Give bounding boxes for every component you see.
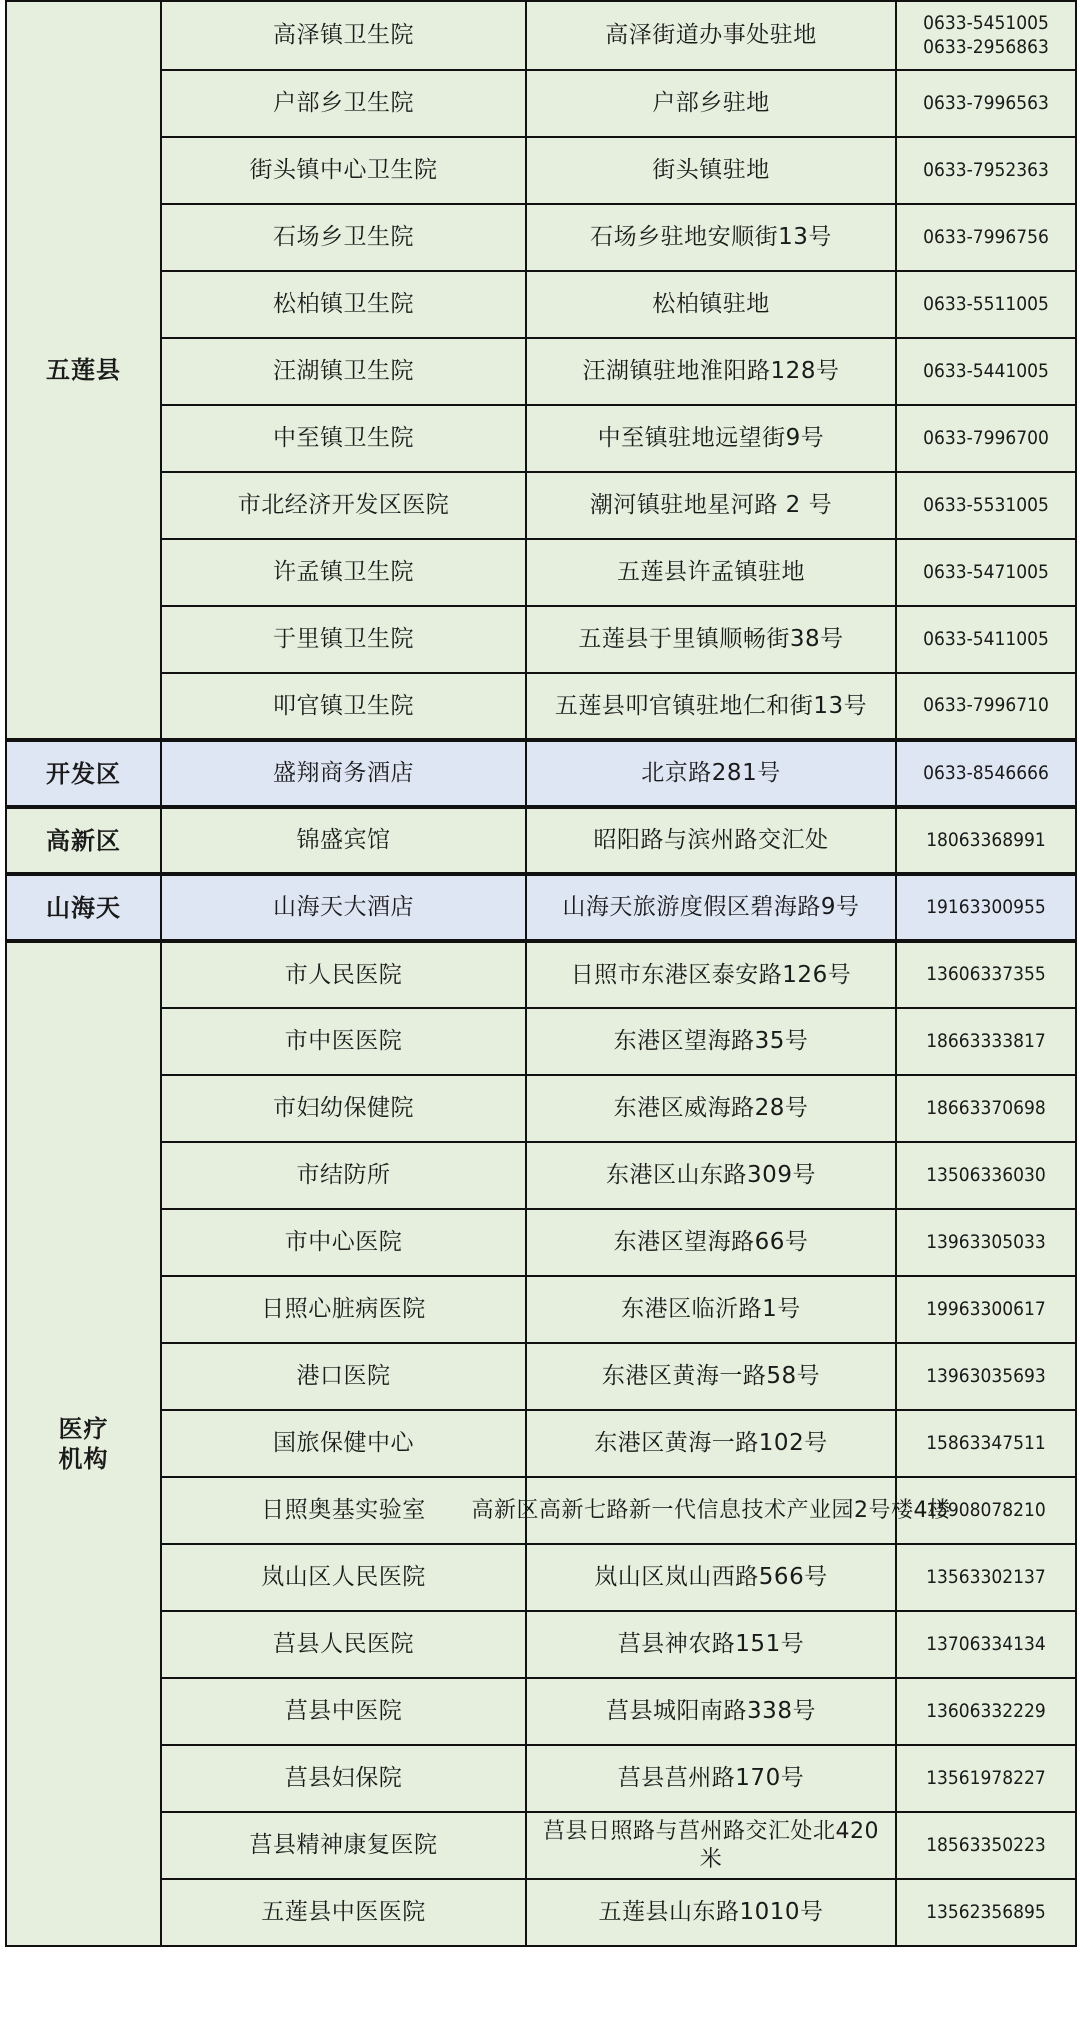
- table-row: [6, 1276, 1076, 1343]
- address-cell: 莒县神农路151号: [526, 1611, 896, 1678]
- institution-name-cell: 许孟镇卫生院: [161, 539, 526, 606]
- address-cell: 松柏镇驻地: [526, 271, 896, 338]
- address-cell: 东港区望海路66号: [526, 1209, 896, 1276]
- address-cell: 高泽街道办事处驻地: [526, 1, 896, 70]
- phone-cell: 0633-7952363: [896, 137, 1076, 204]
- table-row: [6, 1611, 1076, 1678]
- phone-cell: 13963305033: [896, 1209, 1076, 1276]
- phone-cell: 18663370698: [896, 1075, 1076, 1142]
- table-row: [6, 941, 1076, 1008]
- address-cell: 岚山区岚山西路566号: [526, 1544, 896, 1611]
- address-cell: [471, 1477, 951, 1544]
- institution-name-cell: 莒县精神康复医院: [161, 1812, 526, 1879]
- table-row: [6, 1142, 1076, 1209]
- phone-cell: 0633-5451005 0633-2956863: [896, 1, 1076, 70]
- phone-cell: 15908078210: [896, 1477, 1076, 1544]
- address-cell: 五莲县叩官镇驻地仁和街13号: [526, 673, 896, 740]
- institution-name-cell: 松柏镇卫生院: [161, 271, 526, 338]
- institution-name-cell: 市人民医院: [161, 941, 526, 1008]
- phone-cell: 13706334134: [896, 1611, 1076, 1678]
- address-cell: 东港区望海路35号: [526, 1008, 896, 1075]
- institution-name-cell: 市中医医院: [161, 1008, 526, 1075]
- table-row: [6, 1879, 1076, 1946]
- table-row: [6, 807, 1076, 874]
- table-row: [6, 1544, 1076, 1611]
- institution-name-cell: 市结防所: [161, 1142, 526, 1209]
- institution-name-cell: 高泽镇卫生院: [161, 1, 526, 70]
- table-row: [6, 70, 1076, 137]
- address-cell: 户部乡驻地: [526, 70, 896, 137]
- phone-cell: 13606332229: [896, 1678, 1076, 1745]
- institution-name-cell: 市妇幼保健院: [161, 1075, 526, 1142]
- table-row: [6, 1, 1076, 70]
- institution-name-cell: 街头镇中心卫生院: [161, 137, 526, 204]
- table-row: [6, 1075, 1076, 1142]
- table-row: [6, 338, 1076, 405]
- institution-name-cell: 港口医院: [161, 1343, 526, 1410]
- phone-cell: 18663333817: [896, 1008, 1076, 1075]
- address-cell: 东港区山东路309号: [526, 1142, 896, 1209]
- region-cell: 开发区: [6, 740, 161, 807]
- institution-name-cell: 山海天大酒店: [161, 874, 526, 941]
- address-cell: 莒县城阳南路338号: [526, 1678, 896, 1745]
- institution-name-cell: 叩官镇卫生院: [161, 673, 526, 740]
- table-row: [6, 1209, 1076, 1276]
- address-text: 高新区高新七路新一代信息技术产业园2号楼4楼: [471, 1497, 951, 1523]
- table-row: [6, 673, 1076, 740]
- table-row: [6, 1477, 1076, 1544]
- institution-name-cell: 莒县人民医院: [161, 1611, 526, 1678]
- phone-cell: 18063368991: [896, 807, 1076, 874]
- address-cell: 石场乡驻地安顺街13号: [526, 204, 896, 271]
- phone-cell: 13606337355: [896, 941, 1076, 1008]
- phone-cell: 0633-5411005: [896, 606, 1076, 673]
- phone-cell: 15863347511: [896, 1410, 1076, 1477]
- table-row: [6, 539, 1076, 606]
- address-cell: 东港区黄海一路58号: [526, 1343, 896, 1410]
- table-row: [6, 1410, 1076, 1477]
- institution-name-cell: 莒县妇保院: [161, 1745, 526, 1812]
- institution-name-cell: 岚山区人民医院: [161, 1544, 526, 1611]
- phone-cell: 0633-7996756: [896, 204, 1076, 271]
- address-cell: 山海天旅游度假区碧海路9号: [526, 874, 896, 941]
- phone-cell: 13963035693: [896, 1343, 1076, 1410]
- region-cell: 五莲县: [6, 1, 161, 740]
- institution-name-cell: 石场乡卫生院: [161, 204, 526, 271]
- table-row: [6, 874, 1076, 941]
- phone-cell: 13562356895: [896, 1879, 1076, 1946]
- institution-name-cell: 汪湖镇卫生院: [161, 338, 526, 405]
- address-cell: 昭阳路与滨州路交汇处: [526, 807, 896, 874]
- phone-cell: 19163300955: [896, 874, 1076, 941]
- address-cell: 汪湖镇驻地淮阳路128号: [526, 338, 896, 405]
- table-row: [6, 1008, 1076, 1075]
- address-cell: 街头镇驻地: [526, 137, 896, 204]
- region-cell: 医疗 机构: [6, 941, 161, 1946]
- phone-cell: 13506336030: [896, 1142, 1076, 1209]
- hospital-contact-table-container: [5, 0, 1075, 1947]
- address-cell: 东港区黄海一路102号: [526, 1410, 896, 1477]
- address-cell: 潮河镇驻地星河路 2 号: [526, 472, 896, 539]
- table-row: [6, 405, 1076, 472]
- institution-name-cell: 中至镇卫生院: [161, 405, 526, 472]
- institution-name-cell: 市中心医院: [161, 1209, 526, 1276]
- hospital-contact-table: [5, 0, 1077, 1947]
- institution-name-cell: 锦盛宾馆: [161, 807, 526, 874]
- address-cell: 北京路281号: [526, 740, 896, 807]
- table-row: [6, 137, 1076, 204]
- phone-cell: 0633-5441005: [896, 338, 1076, 405]
- table-body: [6, 1, 1076, 1946]
- address-cell: 日照市东港区泰安路126号: [526, 941, 896, 1008]
- phone-cell: 13561978227: [896, 1745, 1076, 1812]
- institution-name-cell: 市北经济开发区医院: [161, 472, 526, 539]
- phone-cell: 0633-7996563: [896, 70, 1076, 137]
- table-row: [6, 606, 1076, 673]
- institution-name-cell: 日照奥基实验室: [161, 1477, 526, 1544]
- table-row: [6, 271, 1076, 338]
- address-cell: 莒县莒州路170号: [526, 1745, 896, 1812]
- table-row: [6, 740, 1076, 807]
- phone-cell: 0633-8546666: [896, 740, 1076, 807]
- table-row: [6, 204, 1076, 271]
- institution-name-cell: 于里镇卫生院: [161, 606, 526, 673]
- address-cell: 东港区威海路28号: [526, 1075, 896, 1142]
- address-cell: 莒县日照路与莒州路交汇处北420米: [526, 1812, 896, 1879]
- phone-cell: 0633-5531005: [896, 472, 1076, 539]
- phone-cell: 19963300617: [896, 1276, 1076, 1343]
- table-row: [6, 472, 1076, 539]
- address-cell: 五莲县于里镇顺畅街38号: [526, 606, 896, 673]
- phone-cell: 0633-7996700: [896, 405, 1076, 472]
- phone-cell: 18563350223: [896, 1812, 1076, 1879]
- table-row: [6, 1745, 1076, 1812]
- phone-cell: 0633-7996710: [896, 673, 1076, 740]
- address-cell: 五莲县山东路1010号: [526, 1879, 896, 1946]
- address-cell: 中至镇驻地远望街9号: [526, 405, 896, 472]
- institution-name-cell: 莒县中医院: [161, 1678, 526, 1745]
- phone-cell: 0633-5471005: [896, 539, 1076, 606]
- institution-name-cell: 户部乡卫生院: [161, 70, 526, 137]
- table-row: [6, 1343, 1076, 1410]
- institution-name-cell: 日照心脏病医院: [161, 1276, 526, 1343]
- phone-cell: 13563302137: [896, 1544, 1076, 1611]
- region-cell: 高新区: [6, 807, 161, 874]
- institution-name-cell: 国旅保健中心: [161, 1410, 526, 1477]
- table-row: [6, 1812, 1076, 1879]
- institution-name-cell: 盛翔商务酒店: [161, 740, 526, 807]
- institution-name-cell: 五莲县中医医院: [161, 1879, 526, 1946]
- address-cell: 东港区临沂路1号: [526, 1276, 896, 1343]
- region-cell: 山海天: [6, 874, 161, 941]
- table-row: [6, 1678, 1076, 1745]
- phone-cell: 0633-5511005: [896, 271, 1076, 338]
- address-cell: 五莲县许孟镇驻地: [526, 539, 896, 606]
